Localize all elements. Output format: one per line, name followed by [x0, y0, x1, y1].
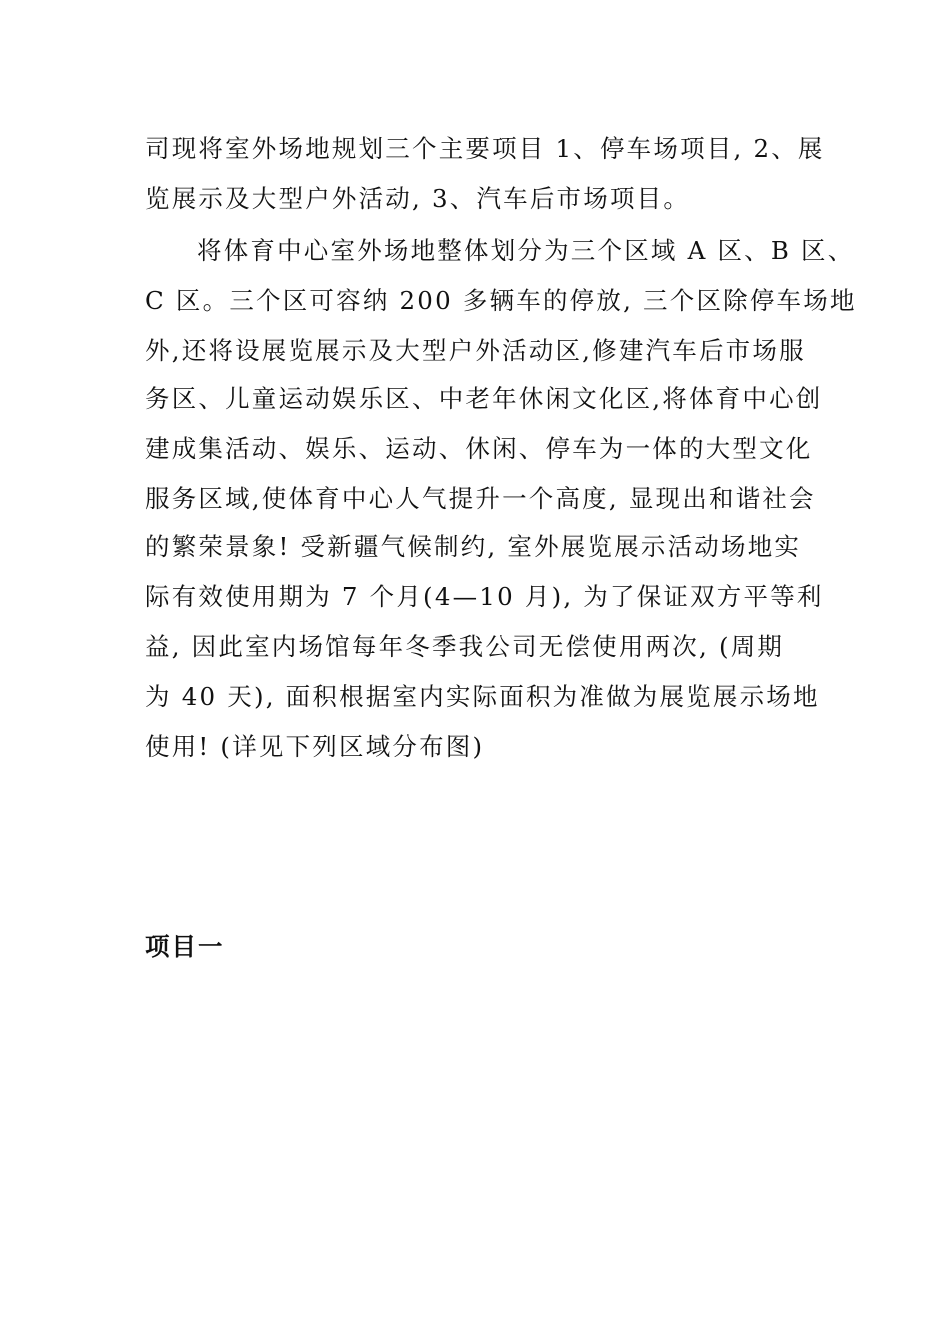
- paragraph-2-line-10: 为 40 天), 面积根据室内实际面积为准做为展览展示场地: [145, 682, 820, 711]
- paragraph-2-line-6: 服务区域,使体育中心人气提升一个高度, 显现出和谐社会: [145, 484, 816, 513]
- paragraph-2-line-2: C 区。三个区可容纳 200 多辆车的停放, 三个区除停车场地: [145, 286, 857, 315]
- paragraph-2-line-3: 外,还将设展览展示及大型户外活动区,修建汽车后市场服: [145, 336, 806, 365]
- paragraph-2-line-9: 益, 因此室内场馆每年冬季我公司无偿使用两次, (周期: [145, 632, 785, 661]
- paragraph-1-line-2: 览展示及大型户外活动, 3、汽车后市场项目。: [145, 184, 691, 213]
- paragraph-2-line-11: 使用! (详见下列区域分布图): [145, 732, 485, 761]
- paragraph-1-line-1: 司现将室外场地规划三个主要项目 1、停车场项目, 2、展: [145, 134, 825, 163]
- paragraph-2-line-7: 的繁荣景象! 受新疆气候制约, 室外展览展示活动场地实: [145, 532, 802, 561]
- section-heading: 项目一: [145, 932, 225, 961]
- paragraph-2-line-4: 务区、儿童运动娱乐区、中老年休闲文化区,将体育中心创: [145, 384, 823, 413]
- paragraph-2-line-1: 将体育中心室外场地整体划分为三个区域 A 区、B 区、: [197, 236, 855, 265]
- paragraph-2-line-8: 际有效使用期为 7 个月(4—10 月), 为了保证双方平等利: [145, 582, 824, 611]
- paragraph-2-line-5: 建成集活动、娱乐、运动、休闲、停车为一体的大型文化: [145, 434, 813, 463]
